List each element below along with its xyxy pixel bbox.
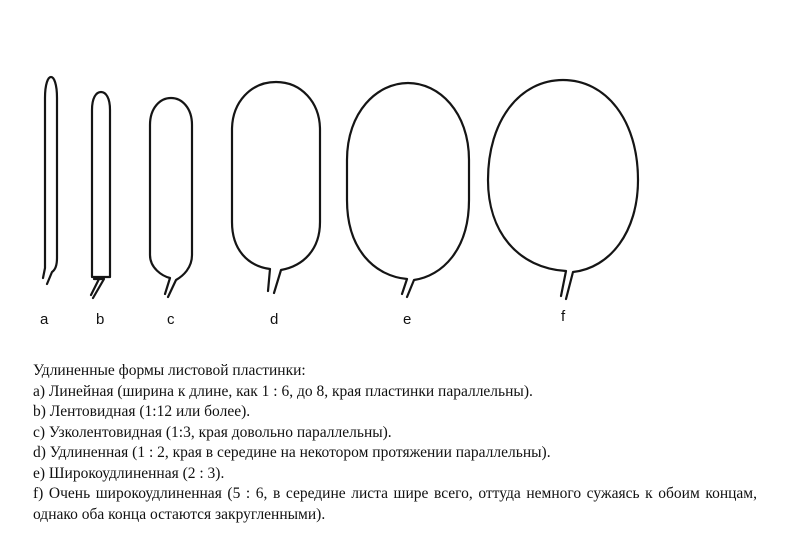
caption-item-c: c) Узколентовидная (1:3, края довольно параллельны). xyxy=(33,423,392,441)
leaf-label-b: b xyxy=(96,311,105,328)
leaf-b-outline xyxy=(91,92,110,298)
leaf-label-a: a xyxy=(40,311,49,328)
leaf-label-d: d xyxy=(270,311,279,328)
leaf-label-e: e xyxy=(403,311,412,328)
leaf-label-c: c xyxy=(167,311,175,328)
leaf-e-outline xyxy=(347,83,469,297)
leaf-a-outline xyxy=(43,77,57,284)
caption-item-e: e) Широкоудлиненная (2 : 3). xyxy=(33,464,225,482)
caption-item-a: a) Линейная (ширина к длине, как 1 : 6, до 8, края пластинки параллельны). xyxy=(33,382,533,400)
leaf-c-outline xyxy=(150,98,192,297)
leaf-d-outline xyxy=(232,82,320,293)
caption-item-b: b) Лентовидная (1:12 или более). xyxy=(33,403,251,420)
caption-item-d: d) Удлиненная (1 : 2, края в середине на некотором протяжении параллельны). xyxy=(33,444,551,461)
caption-title: Удлиненные формы листовой пластинки: xyxy=(33,362,306,379)
leaf-f-outline xyxy=(488,80,638,299)
caption-item-f: f) Очень широкоудлиненная (5 : 6, в середине листа шире всего, оттуда немного сужаясь к обоим концам, однако оба конца остаются закругленными). xyxy=(33,485,757,523)
figure-caption xyxy=(33,361,757,525)
leaf-label-f: f xyxy=(561,308,566,325)
